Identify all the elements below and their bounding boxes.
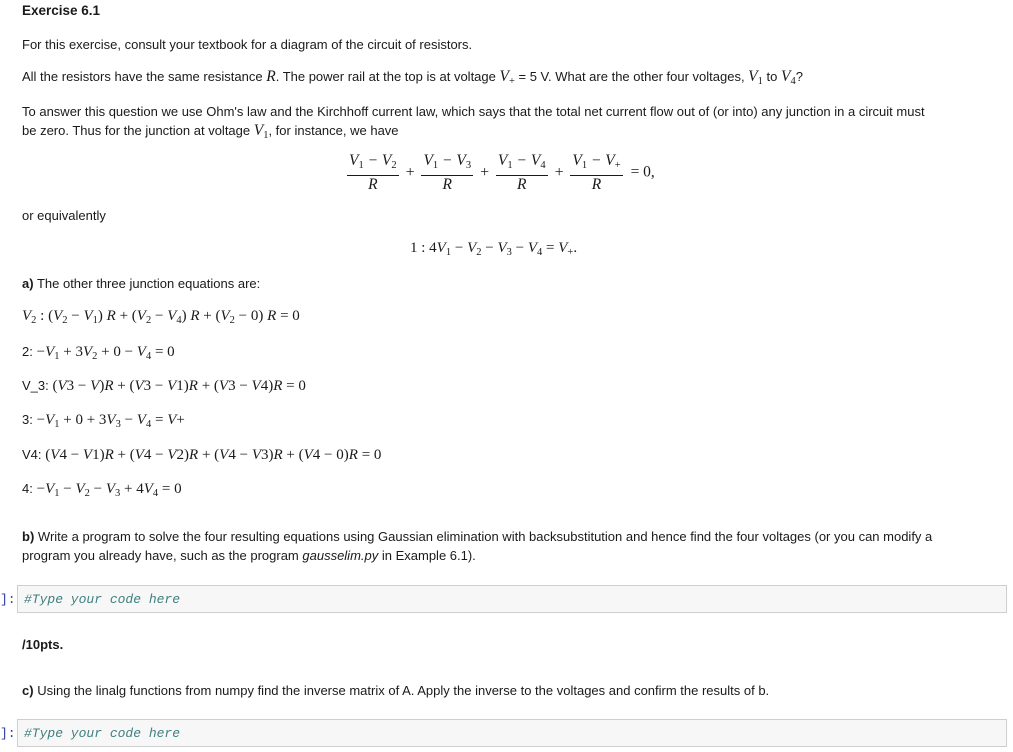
kirchhoff-fraction-equation: $\frac{V_1 - V_2}{R}$ + $\frac{V_1 - V_3}{R}$ + $\frac{V_1 - V_4}{R}$ + $\frac{V_1 - V_+}{R}$ = 0, <box>349 152 655 193</box>
equation-3: 3: $-V_1 + 0 + 3V_3 - V_4 = V+$ <box>22 412 185 430</box>
cell-prompt: ]: <box>0 726 16 741</box>
equivalently-text: or equivalently <box>22 208 106 223</box>
part-b-line2: program you already have, such as the program gausselim.py in Example 6.1). <box>22 548 476 563</box>
code-cell-text[interactable]: #Type your code here <box>24 726 181 741</box>
equation-4: 4: $-V_1 - V_2 - V_3 + 4V_4 = 0$ <box>22 481 182 499</box>
part-c-text: c) Using the linalg functions from numpy find the inverse matrix of A. Apply the inverse to the voltages and confirm the results of b. <box>22 683 770 698</box>
ohm-paragraph-line1: To answer this question we use Ohm's law and the Kirchhoff current law, which says that the total net current flow out of (or into) any junction in a circuit must <box>22 104 925 119</box>
ohm-paragraph-line2: be zero. Thus for the junction at voltage $V_1$, for instance, we have <box>22 122 399 141</box>
v2-equation: $V_2$ : $(V_2 - V_1) R + (V_2 - V_4) R + (V_2 - 0) R = 0$ <box>22 308 300 326</box>
code-cell-text[interactable]: #Type your code here <box>24 592 181 607</box>
equation-2: 2: $-V_1 + 3V_2 + 0 - V_4 = 0$ <box>22 344 175 362</box>
v4-equation: V4: (V4 − V1)R + (V4 − V2)R + (V4 − V3)R + (V4 − 0)R = 0 <box>22 447 382 463</box>
intro-text: For this exercise, consult your textbook for a diagram of the circuit of resistors. <box>22 37 473 52</box>
code-cell-c[interactable] <box>17 719 1007 747</box>
points-label: /10pts. <box>22 637 64 652</box>
equation-1: 1 : $4V_1 - V_2 - V_3 - V_4 = V_+$. <box>410 240 578 258</box>
code-cell-b[interactable] <box>17 585 1007 613</box>
part-a-heading: a) The other three junction equations are: <box>22 276 261 291</box>
resistance-statement: All the resistors have the same resistance R. The power rail at the top is at voltage $V_+ = 5$ V. What are the other four voltages, $V_1$ to $V_4$? <box>22 68 803 87</box>
exercise-title: Exercise 6.1 <box>22 3 101 18</box>
v3-equation: V_3: (V3 − V)R + (V3 − V1)R + (V3 − V4)R = 0 <box>22 378 306 394</box>
cell-prompt: ]: <box>0 592 16 607</box>
part-b-line1: b) Write a program to solve the four resulting equations using Gaussian elimination with backsubstitution and hence find the four voltages (or you can modify a <box>22 529 933 544</box>
